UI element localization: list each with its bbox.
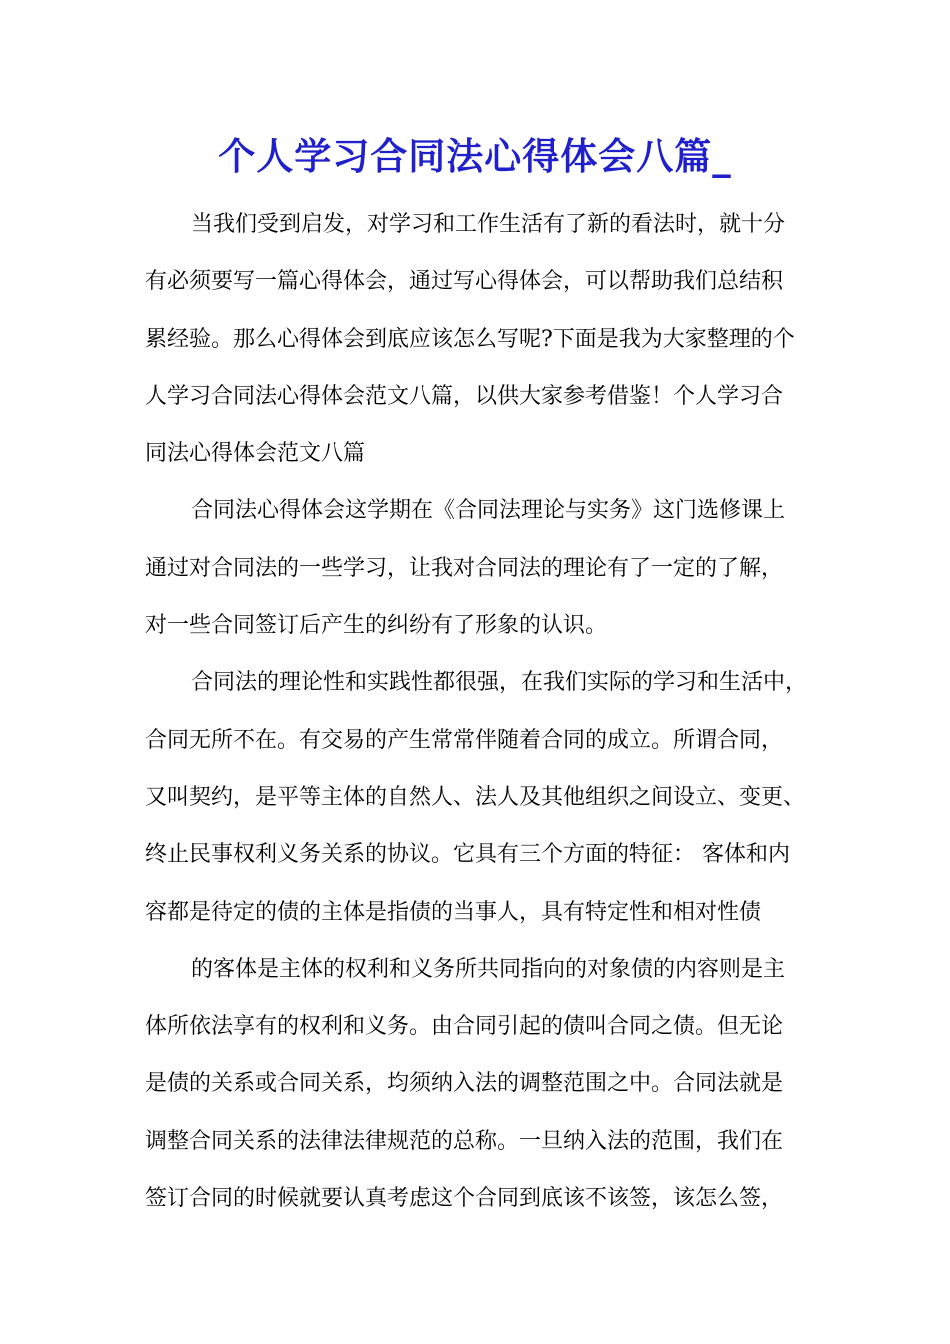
text-line: 是债的关系或合同关系，均须纳入法的调整范围之中。合同法就是 [145, 1071, 784, 1097]
text-line: 容都是待定的债的主体是指债的当事人，具有特定性和相对性债 [145, 899, 762, 925]
text-line: 通过对合同法的一些学习，让我对合同法的理论有了一定的了解， [145, 555, 784, 581]
text-line: 终止民事权利义务关系的协议。它具有三个方面的特征： 客体和内 [145, 842, 790, 868]
paragraph-2 [145, 482, 815, 654]
text-line: 有必须要写一篇心得体会，通过写心得体会，可以帮助我们总结积 [145, 269, 784, 295]
text-line: 当我们受到启发，对学习和工作生活有了新的看法时，就十分 [191, 212, 786, 237]
document-title: 个人学习合同法心得体会八篇_ [218, 134, 732, 178]
paragraph-4 [145, 941, 815, 1227]
text-line: 的客体是主体的权利和义务所共同指向的对象债的内容则是主 [191, 956, 786, 982]
text-line: 对一些合同签订后产生的纠纷有了形象的认识。 [145, 613, 608, 639]
text-line: 同法心得体会范文八篇 [145, 441, 366, 467]
paragraph-3 [145, 654, 815, 940]
text-line: 体所依法享有的权利和义务。由合同引起的债叫合同之债。但无论 [145, 1014, 784, 1040]
paragraph-1 [145, 196, 815, 482]
text-line: 合同法的理论性和实践性都很强，在我们实际的学习和生活中， [191, 670, 808, 696]
document-body [145, 196, 815, 1227]
text-line: 累经验。那么心得体会到底应该怎么写呢?下面是我为大家整理的个 [145, 326, 795, 352]
text-line: 调整合同关系的法律法律规范的总称。一旦纳入法的范围，我们在 [145, 1128, 784, 1154]
text-line: 人学习合同法心得体会范文八篇，以供大家参考借鉴！个人学习合 [145, 383, 784, 409]
text-line: 合同无所不在。有交易的产生常常伴随着合同的成立。所谓合同， [145, 727, 784, 753]
text-line: 又叫契约，是平等主体的自然人、法人及其他组织之间设立、变更、 [145, 784, 806, 810]
text-line: 合同法心得体会这学期在《合同法理论与实务》这门选修课上 [191, 498, 786, 524]
text-line: 签订合同的时候就要认真考虑这个合同到底该不该签，该怎么签， [145, 1186, 784, 1212]
